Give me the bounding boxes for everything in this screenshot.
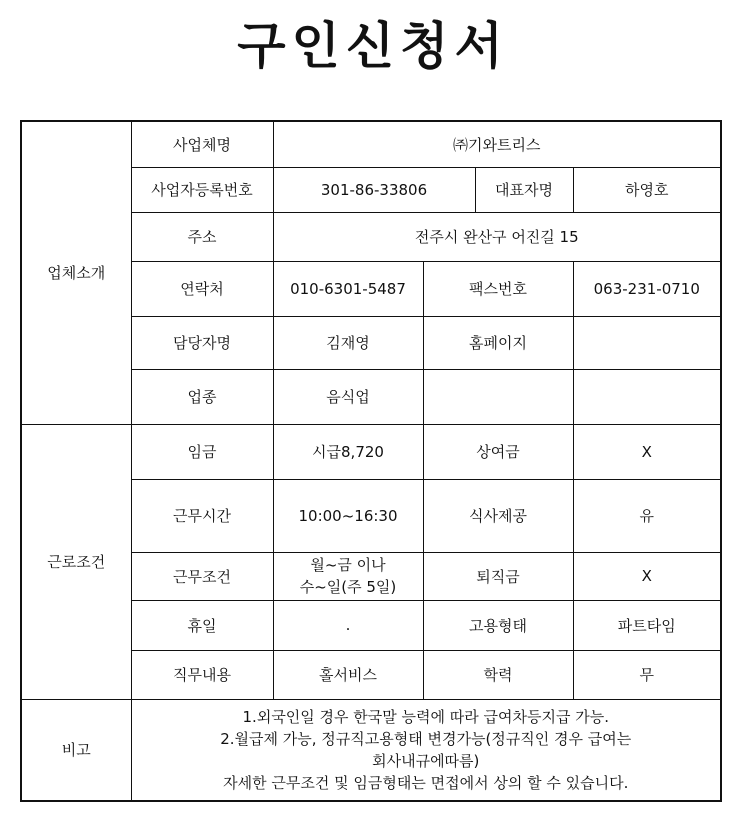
remark-line-1: 1.외국인일 경우 한국말 능력에 따라 급여차등지급 가능. [242,707,609,726]
value-contact: 010-6301-5487 [273,261,423,316]
label-remarks: 비고 [21,699,131,801]
label-bonus: 상여금 [423,424,573,479]
value-business-name: ㈜기와트리스 [273,121,721,167]
section-label-company: 업체소개 [21,121,131,424]
label-ceo: 대표자명 [475,167,573,212]
label-schedule: 근무조건 [131,552,273,600]
label-meal: 식사제공 [423,479,573,552]
label-duty: 직무내용 [131,650,273,699]
value-homepage [573,316,721,369]
value-hours: 10:00~16:30 [273,479,423,552]
label-holiday: 휴일 [131,600,273,650]
label-homepage: 홈페이지 [423,316,573,369]
label-hours: 근무시간 [131,479,273,552]
label-manager: 담당자명 [131,316,273,369]
value-bonus: X [573,424,721,479]
label-employment: 고용형태 [423,600,573,650]
value-schedule [273,552,423,600]
job-application-form [20,120,722,802]
row-business-name [21,121,721,167]
value-severance: X [573,552,721,600]
value-fax: 063-231-0710 [573,261,721,316]
row-wage [21,424,721,479]
section-label-conditions: 근로조건 [21,424,131,699]
value-reg-no: 301-86-33806 [273,167,475,212]
remark-line-2: 2.월급제 가능, 정규직고용형태 변경가능(정규직인 경우 급여는 [220,729,632,748]
value-ceo: 하영호 [573,167,721,212]
schedule-line-2: 수~일(주 5일) [299,578,397,596]
value-employment: 파트타임 [573,600,721,650]
label-education: 학력 [423,650,573,699]
remark-line-3: 회사내규에따름) [372,751,480,770]
value-duty: 홀서비스 [273,650,423,699]
value-holiday: . [273,600,423,650]
label-severance: 퇴직금 [423,552,573,600]
value-education: 무 [573,650,721,699]
value-meal: 유 [573,479,721,552]
empty-cell [573,369,721,424]
label-contact: 연락처 [131,261,273,316]
label-fax: 팩스번호 [423,261,573,316]
label-industry: 업종 [131,369,273,424]
schedule-line-1: 월~금 이나 [310,556,386,574]
value-remarks [131,699,721,801]
value-manager: 김재영 [273,316,423,369]
empty-cell [423,369,573,424]
label-reg-no: 사업자등록번호 [131,167,273,212]
value-address: 전주시 완산구 어진길 15 [273,212,721,261]
label-wage: 임금 [131,424,273,479]
value-wage: 시급8,720 [273,424,423,479]
row-remarks [21,699,721,801]
label-address: 주소 [131,212,273,261]
page-title: 구인신청서 [237,16,509,75]
value-industry: 음식업 [273,369,423,424]
remark-line-4: 자세한 근무조건 및 임금형태는 면접에서 상의 할 수 있습니다. [223,773,629,792]
label-business-name: 사업체명 [131,121,273,167]
